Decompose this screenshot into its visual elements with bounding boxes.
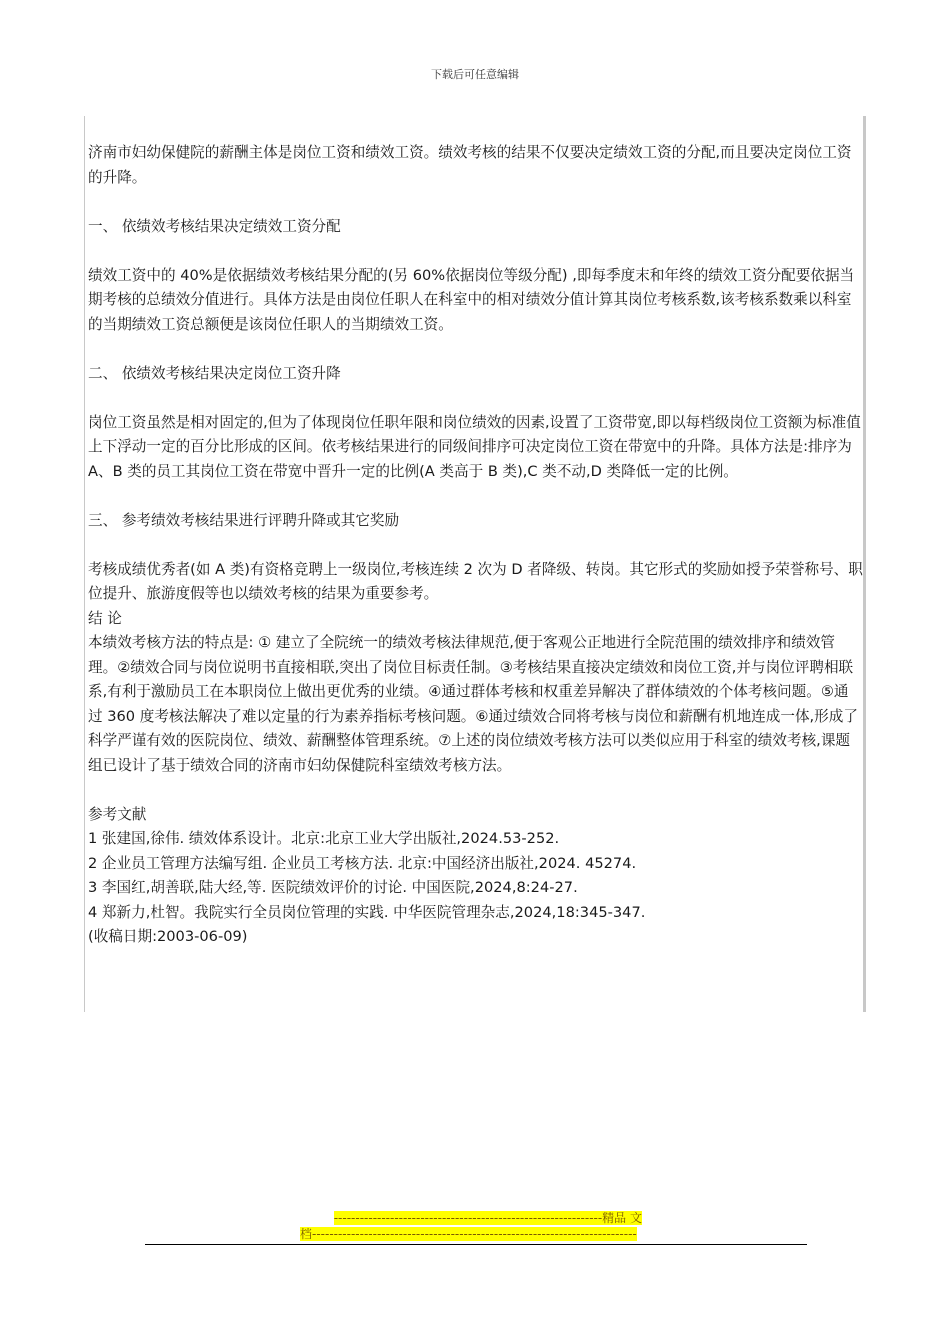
page-header: 下载后可任意编辑 [431,68,519,81]
footer-line-2 [300,1226,650,1242]
reference-item: 4 郑新力,杜智。我院实行全员岗位管理的实践. 中华医院管理杂志,2024,18:345-347. [88,903,646,921]
references-heading: 参考文献 [88,805,147,823]
conclusion-paragraph: 本绩效考核方法的特点是: ① 建立了全院统一的绩效考核法律规范,便于客观公正地进行全院范围的绩效排序和绩效管理。②绩效合同与岗位说明书直接相联,突出了岗位目标责任制。③考核结果直接决定绩效和岗位工资,并与岗位评聘相联系,有利于激励员工在本职岗位上做出更优秀的业绩。④通过群体考核和权重差异解决了群体绩效的个体考核问题。⑤通过 360 度考核法解决了难以定量的行为素养指标考核问题。⑥通过绩效合同将考核与岗位和薪酬有机地连成一体,形成了科学严谨有效的医院岗位、绩效、薪酬整体管理系统。⑦上述的岗位绩效考核方法可以类似应用于科室的绩效考核,课题组已设计了基于绩效合同的济南市妇幼保健院科室绩效考核方法。 [88,634,858,774]
spacer [88,337,863,362]
section-1-paragraph: 绩效工资中的 40%是依据绩效考核结果分配的(另 60%依据岗位等级分配) ,即每季度末和年终的绩效工资分配要依据当期考核的总绩效分值进行。具体方法是由岗位任职人在科室中的相对绩效分值计算其岗位考核系数,该考核系数乘以科室的当期绩效工资总额便是该岗位任职人的当期绩效工资。 [88,266,855,333]
reference-item: 1 张建国,徐伟. 绩效体系设计。北京:北京工业大学出版社,2024.53-252. [88,830,560,847]
spacer [88,533,863,558]
intro-paragraph: 济南市妇幼保健院的薪酬主体是岗位工资和绩效工资。绩效考核的结果不仅要决定绩效工资的分配,而且要决定岗位工资的升降。 [88,144,852,186]
reference-item: 3 李国红,胡善联,陆大经,等. 医院绩效评价的讨论. 中国医院,2024,8:24-27. [88,879,578,896]
footer-line-1 [300,1210,650,1226]
reference-item: 2 企业员工管理方法编写组. 企业员工考核方法. 北京:中国经济出版社,2024. 45274. [88,854,637,872]
section-3-heading: 三、 参考绩效考核结果进行评聘升降或其它奖励 [88,511,400,529]
spacer [88,778,863,803]
footer-line-2-text: 档--------------------------------------------------------------------------- [300,1227,637,1241]
spacer [88,484,863,509]
received-date: (收稿日期:2003-06-09) [88,928,248,945]
spacer [88,386,863,411]
spacer [88,239,863,264]
section-1-heading: 一、 依绩效考核结果决定绩效工资分配 [88,217,341,235]
spacer [88,190,863,215]
document-body [84,116,866,1012]
section-2-paragraph: 岗位工资虽然是相对固定的,但为了体现岗位任职年限和岗位绩效的因素,设置了工资带宽,即以每档级岗位工资额为标准值上下浮动一定的百分比形成的区间。依考核结果进行的同级间排序可决定岗位工资在带宽中的升降。具体方法是:排序为 A、B 类的员工其岗位工资在带宽中晋升一定的比例(A 类高于 B 类),C 类不动,D 类降低一定的比例。 [88,413,861,480]
conclusion-heading: 结 论 [88,609,122,627]
footer-line-1-text: --------------------------------------------------------------精品 文 [333,1211,642,1225]
footer-watermark [300,1210,650,1242]
footer-divider [145,1244,807,1245]
section-3-paragraph: 考核成绩优秀者(如 A 类)有资格竞聘上一级岗位,考核连续 2 次为 D 者降级、转岗。其它形式的奖励如授予荣誉称号、职位提升、旅游度假等也以绩效考核的结果为重要参考。 [88,560,863,602]
section-2-heading: 二、 依绩效考核结果决定岗位工资升降 [88,364,341,382]
